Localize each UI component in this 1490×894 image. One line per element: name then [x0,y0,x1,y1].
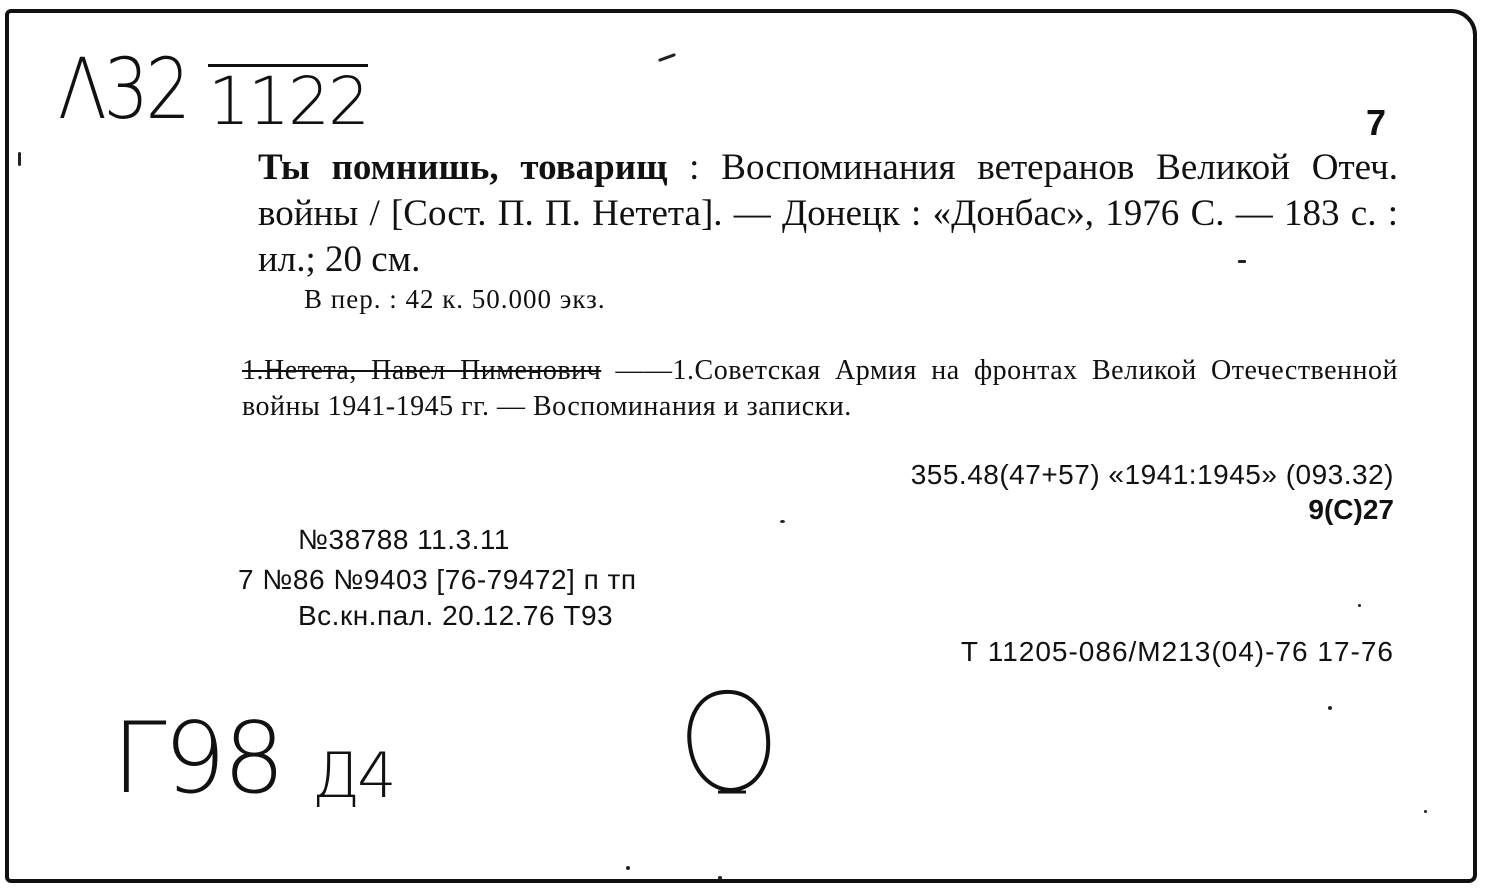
scan-speck [718,876,722,880]
struck-author-heading: 1.Нетета, Павел Пименович [242,355,602,386]
scan-speck [1424,810,1427,813]
handwritten-inventory-mark: Γ98 [112,702,283,816]
card-info-line-3: Вс.кн.пал. 20.12.76 Т93 [298,600,614,631]
udc-code: 355.48(47+57) «1941:1945» (093.32) [910,459,1394,490]
subject-heading-text: ——1.Советская Армия на фронтах Великой Отечественной войны 1941-1945 гг. — Воспоминания и записки. [242,355,1398,422]
handwritten-shelf-mark: Λ32 [58,40,188,138]
scan-speck [18,152,21,166]
scan-speck [1358,604,1361,607]
subject-headings [242,353,1398,425]
card-info-line-1: №38788 11.3.11 [298,524,510,555]
book-title: Ты помнишь, товарищ [258,147,668,188]
price-and-print-run: В пер. : 42 к. 50.000 экз. [304,284,606,314]
scan-speck [1328,706,1332,710]
handwritten-inventory-suffix: Д4 [312,739,394,812]
handwritten-circle-mark [680,686,776,798]
publisher-code: Т 11205-086/М213(04)-76 17-76 [960,636,1394,667]
bbk-code: 9(С)27 [1308,494,1394,525]
scan-speck [1238,260,1246,263]
scan-speck [780,520,785,523]
bibliographic-entry [258,145,1398,283]
bibliographic-description: : Воспоминания ветеранов Великой Отеч. войны / [Сост. П. П. Нетета]. — Донецк : «Донбас», 1976 С. — 183 с. : ил.; 20 см. [258,147,1398,280]
page-number: 7 [1366,102,1387,143]
card-info-line-2: 7 №86 №9403 [76-79472] п тп [238,564,637,595]
scan-speck [626,866,630,870]
handwritten-shelf-number: 1122 [208,63,368,140]
